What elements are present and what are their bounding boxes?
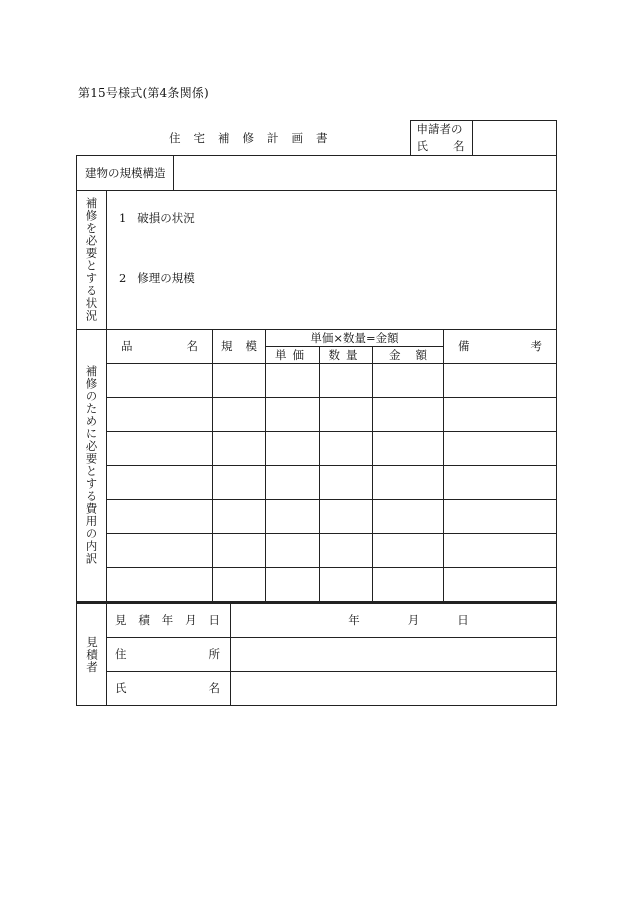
cell-scale[interactable] (213, 500, 266, 534)
cell-remarks[interactable] (444, 568, 557, 602)
applicant-name-field[interactable] (472, 121, 556, 156)
building-label: 建物の規模構造 (77, 156, 174, 190)
cell-unit-price[interactable] (266, 500, 320, 534)
cell-item[interactable] (107, 466, 213, 500)
cell-unit-price[interactable] (266, 432, 320, 466)
table-row (77, 534, 557, 568)
estimator-label-cell (77, 603, 107, 705)
table-row (77, 364, 557, 398)
cell-item[interactable] (107, 534, 213, 568)
cell-amount[interactable] (373, 398, 444, 432)
header-item-name: 品 名 (107, 330, 213, 364)
cell-unit-price[interactable] (266, 568, 320, 602)
cell-unit-price[interactable] (266, 364, 320, 398)
address-field[interactable] (231, 637, 557, 671)
address-label: 住 所 (107, 637, 231, 671)
date-unit-day: 日 (457, 613, 469, 628)
cell-amount[interactable] (373, 534, 444, 568)
building-situation-table (76, 156, 557, 330)
table-row (77, 398, 557, 432)
cell-item[interactable] (107, 568, 213, 602)
estimate-date-label: 見 積 年 月 日 (107, 603, 231, 637)
estimator-name-field[interactable] (231, 671, 557, 705)
table-row (77, 500, 557, 534)
estimate-date-field[interactable] (231, 603, 557, 637)
cell-scale[interactable] (213, 568, 266, 602)
header-calc: 単価×数量=金額 (266, 330, 444, 347)
situation-item-repair-scale: 2 修理の規模 (119, 270, 195, 285)
estimator-label: 見積者 (85, 635, 99, 673)
table-row (77, 466, 557, 500)
cell-quantity[interactable] (320, 534, 373, 568)
cell-item[interactable] (107, 432, 213, 466)
cell-quantity[interactable] (320, 432, 373, 466)
cell-quantity[interactable] (320, 500, 373, 534)
cost-label: 補修のために必要とする費用の内訳 (84, 365, 99, 566)
table-row (77, 568, 557, 602)
situation-label: 補修を必要とする状況 (84, 197, 99, 322)
situation-item-damage: 1 破損の状況 (119, 210, 195, 225)
cell-item[interactable] (107, 398, 213, 432)
cell-amount[interactable] (373, 466, 444, 500)
form-number: 第15号様式(第4条関係) (78, 86, 209, 100)
cell-unit-price[interactable] (266, 398, 320, 432)
header-amount: 金 額 (373, 347, 444, 364)
form-sheet (76, 120, 556, 706)
form-title: 住宅補修計画書 (76, 121, 410, 156)
cell-scale[interactable] (213, 466, 266, 500)
header-remarks: 備 考 (444, 330, 557, 364)
cell-remarks[interactable] (444, 466, 557, 500)
applicant-label-mei: 名 (453, 139, 465, 153)
cell-item[interactable] (107, 364, 213, 398)
cell-remarks[interactable] (444, 398, 557, 432)
applicant-label (410, 121, 472, 156)
cell-amount[interactable] (373, 568, 444, 602)
cell-quantity[interactable] (320, 466, 373, 500)
cell-quantity[interactable] (320, 364, 373, 398)
date-unit-year: 年 (348, 613, 360, 628)
cell-scale[interactable] (213, 534, 266, 568)
cost-label-cell (77, 330, 107, 602)
cell-remarks[interactable] (444, 534, 557, 568)
cell-amount[interactable] (373, 432, 444, 466)
header-scale: 規 模 (213, 330, 266, 364)
cell-scale[interactable] (213, 432, 266, 466)
header-unit-price: 単価 (266, 347, 320, 364)
situation-field[interactable] (107, 190, 557, 329)
cell-unit-price[interactable] (266, 534, 320, 568)
building-field[interactable] (174, 156, 557, 190)
situation-label-cell (77, 190, 107, 329)
applicant-label-shi: 氏 (416, 139, 428, 153)
cell-unit-price[interactable] (266, 466, 320, 500)
date-unit-month: 月 (407, 613, 420, 628)
cell-scale[interactable] (213, 364, 266, 398)
table-row (77, 432, 557, 466)
cell-amount[interactable] (373, 364, 444, 398)
cell-remarks[interactable] (444, 364, 557, 398)
cell-item[interactable] (107, 500, 213, 534)
cell-quantity[interactable] (320, 398, 373, 432)
applicant-label-line1: 申請者の (416, 122, 463, 136)
cell-remarks[interactable] (444, 500, 557, 534)
estimator-table (76, 602, 557, 706)
cost-table (76, 330, 557, 603)
header-table (76, 120, 557, 156)
cell-remarks[interactable] (444, 432, 557, 466)
estimator-name-label: 氏 名 (107, 671, 231, 705)
cell-quantity[interactable] (320, 568, 373, 602)
cell-scale[interactable] (213, 398, 266, 432)
header-quantity: 数量 (320, 347, 373, 364)
cell-amount[interactable] (373, 500, 444, 534)
